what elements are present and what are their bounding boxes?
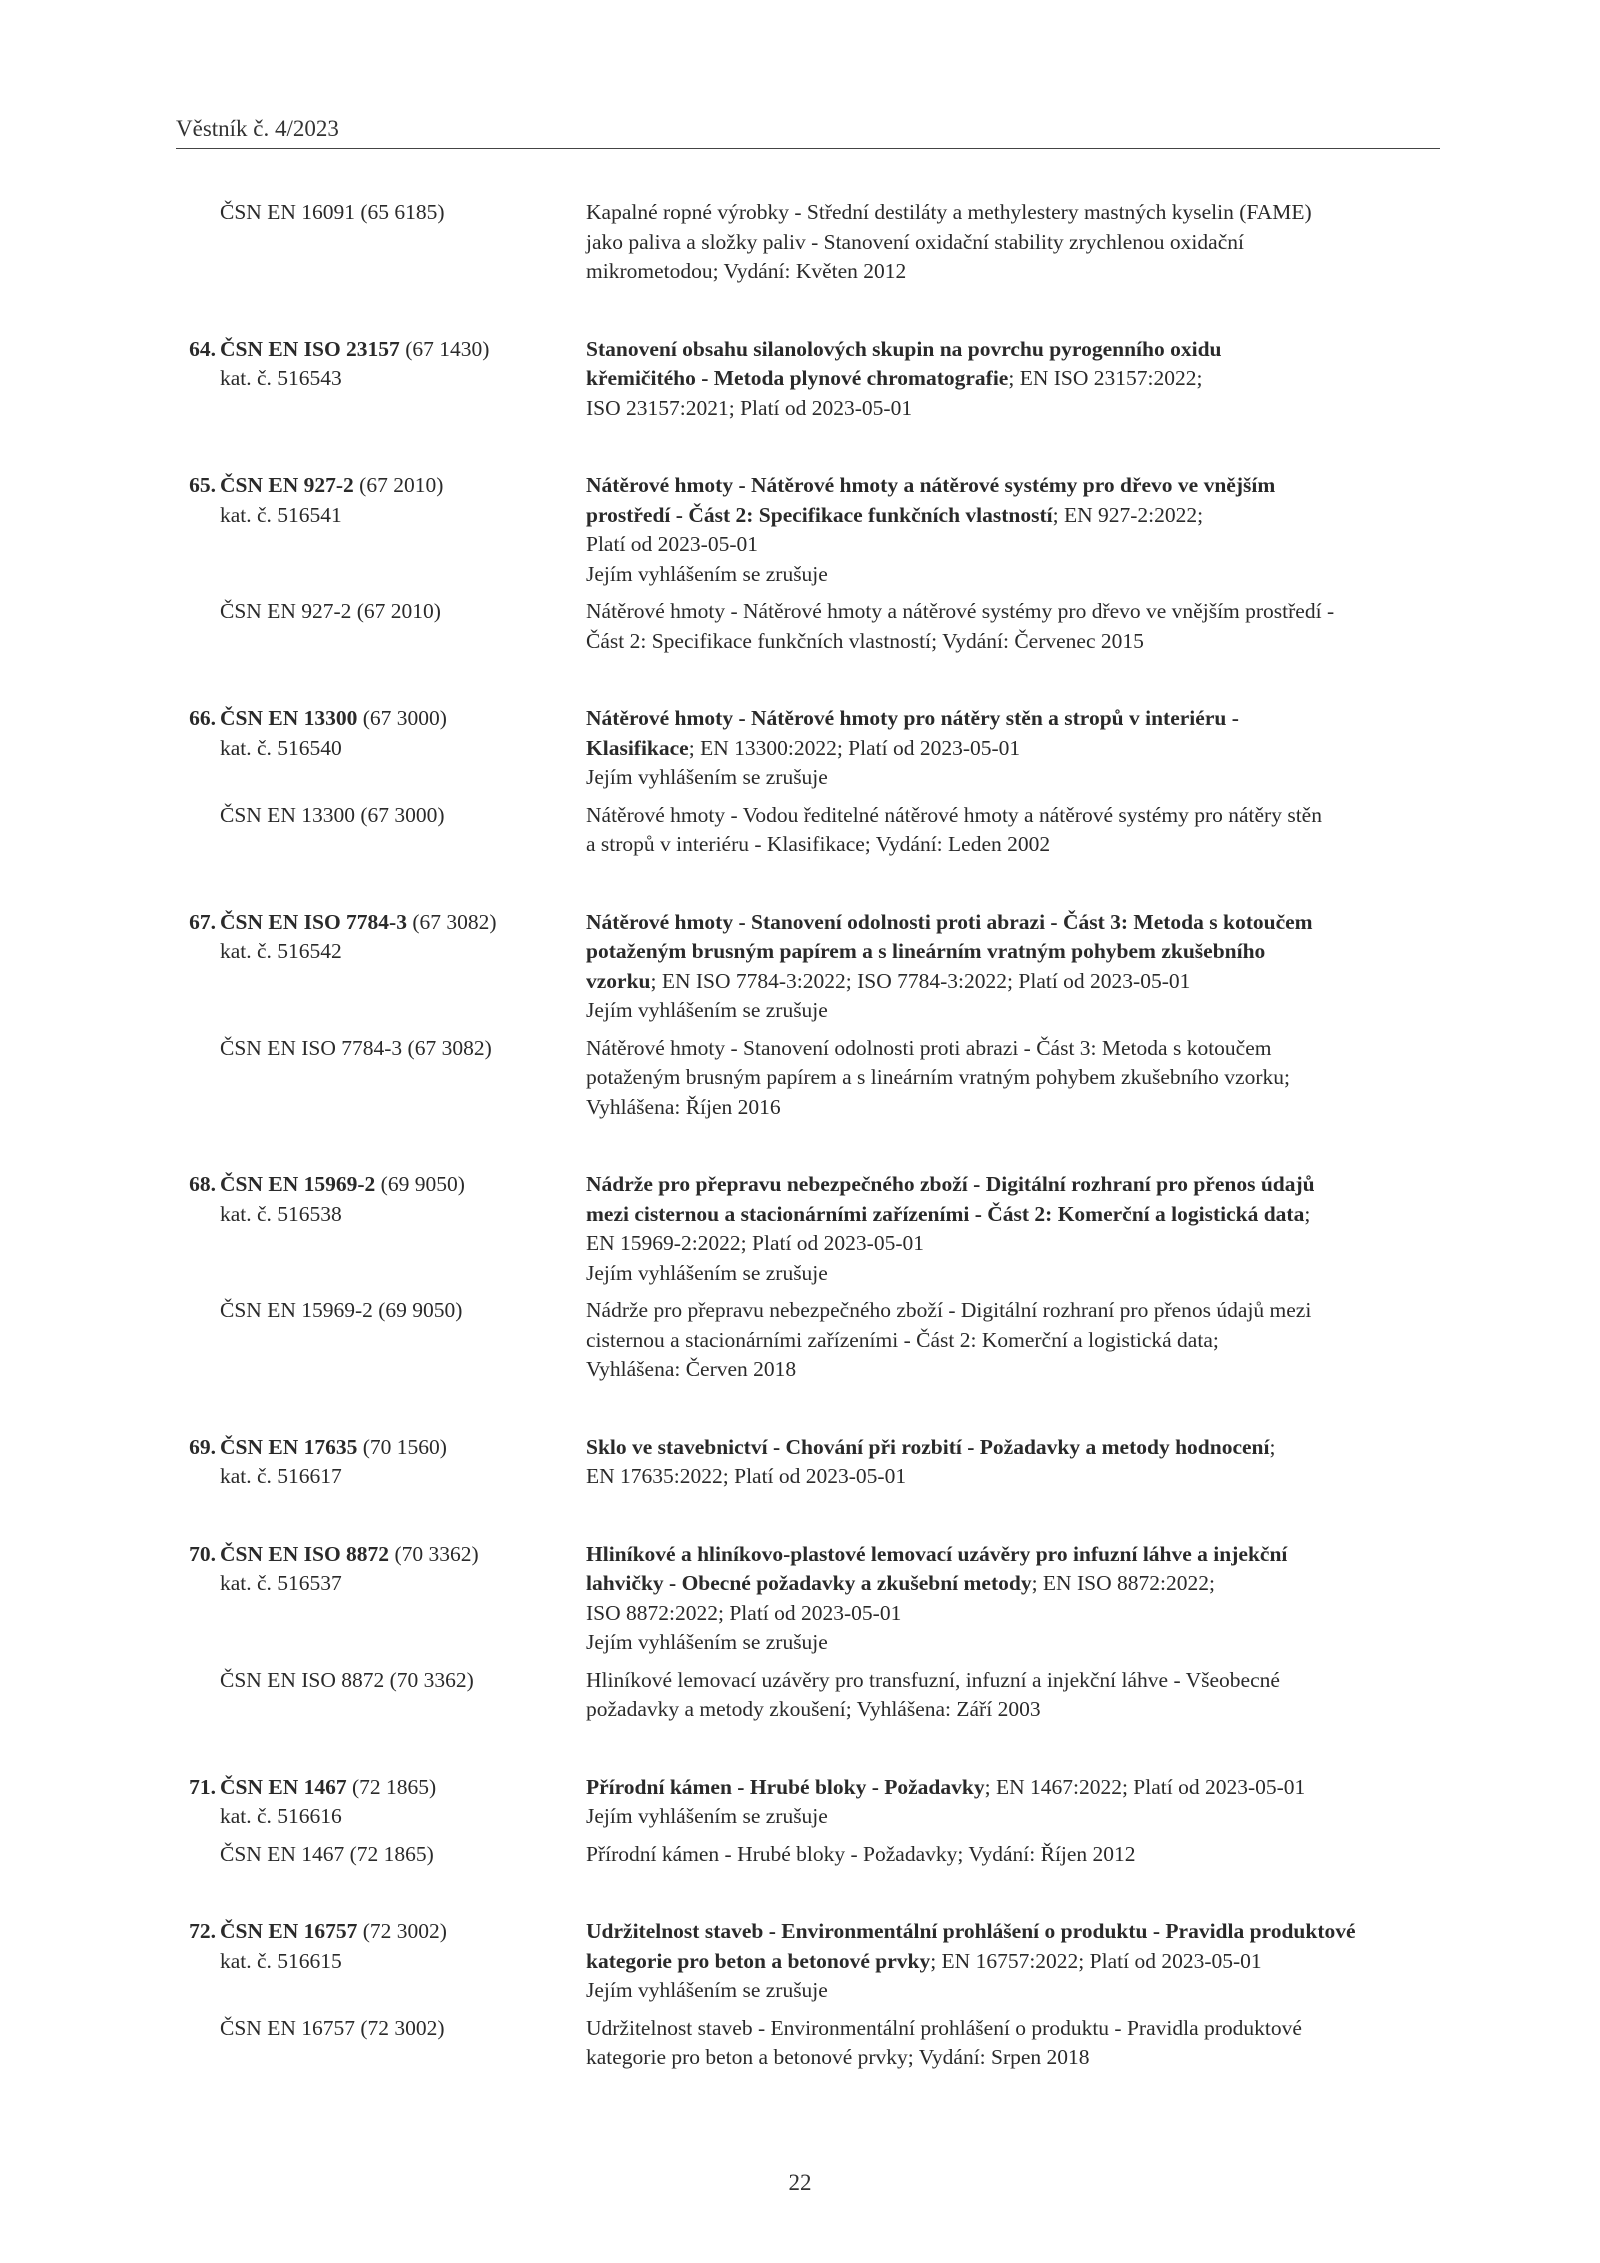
description-line: [586, 1170, 1440, 1200]
standard-code: [176, 1773, 586, 1803]
new-standard-row: [176, 1773, 1440, 1832]
standard-entry: [176, 908, 1440, 1123]
new-standard-row: [176, 1917, 1440, 2006]
cancelled-standard-row: [176, 2014, 1440, 2073]
description-line: požadavky a metody zkoušení; Vyhlášena: Září 2003: [586, 1697, 1041, 1721]
standard-description: [586, 908, 1440, 1026]
new-standard-row: [176, 471, 1440, 589]
description-line: Vyhlášena: Říjen 2016: [586, 1094, 781, 1119]
bulletin-title: Věstník č. 4/2023: [176, 116, 339, 141]
standard-code-bold: ČSN EN 927-2: [220, 473, 354, 497]
standard-code: [176, 704, 586, 734]
description-line: mikrometodou; Vydání: Květen 2012: [586, 259, 907, 283]
standard-identifier: [176, 1170, 586, 1288]
standard-title: Udržitelnost staveb - Environmentální prohlášení o produktu - Pravidla produktové: [586, 1919, 1356, 1943]
standard-code-class: (69 9050): [375, 1172, 465, 1196]
standard-details: EN 15969-2:2022; Platí od 2023-05-01: [586, 1231, 925, 1255]
standard-description: [586, 335, 1440, 424]
catalog-number: kat. č. 516615: [220, 1948, 342, 1973]
standard-title: Nátěrové hmoty - Nátěrové hmoty a nátěrové systémy pro dřevo ve vnějším: [586, 473, 1276, 497]
standard-entry: [176, 1917, 1440, 2073]
standard-details: Jejím vyhlášením se zrušuje: [586, 765, 828, 789]
new-standard-row: [176, 704, 1440, 793]
cancelled-identifier: [176, 1296, 586, 1385]
description-line: [586, 937, 1440, 967]
standard-description: [586, 471, 1440, 589]
description-line: Udržitelnost staveb - Environmentální prohlášení o produktu - Pravidla produktové: [586, 2015, 1302, 2040]
catalog-number: kat. č. 516538: [220, 1201, 342, 1226]
standard-details: ; EN 16757:2022; Platí od 2023-05-01: [930, 1948, 1262, 1973]
entry-number: 65.: [189, 473, 216, 497]
entry-number: 69.: [189, 1434, 216, 1459]
description-line: [586, 501, 1440, 531]
cancelled-description: [586, 2014, 1440, 2073]
description-line: Nátěrové hmoty - Nátěrové hmoty a nátěrové systémy pro dřevo ve vnějším prostředí -: [586, 599, 1335, 623]
catalog-number: kat. č. 516543: [220, 366, 342, 390]
cancelled-description: [586, 198, 1440, 287]
description-line: [586, 1540, 1440, 1570]
standard-code: [176, 335, 586, 365]
standard-code: [176, 1170, 586, 1200]
standard-identifier: [176, 704, 586, 793]
new-standard-row: [176, 335, 1440, 424]
description-line: [586, 734, 1440, 764]
standard-code-class: (67 3082): [406, 909, 497, 934]
catalog-number: kat. č. 516617: [220, 1464, 342, 1488]
description-line: potaženým brusným papírem a s lineárním vratným pohybem zkušebního vzorku;: [586, 1065, 1290, 1089]
entry-number: 72.: [189, 1919, 216, 1943]
standard-code-bold: ČSN EN 15969-2: [220, 1172, 376, 1196]
cancelled-code: ČSN EN 16757 (72 3002): [220, 2015, 445, 2040]
description-line: Část 2: Specifikace funkčních vlastností; Vydání: Červenec 2015: [586, 628, 1144, 653]
cancelled-description: [586, 1034, 1440, 1123]
standard-details: ; EN 13300:2022; Platí od 2023-05-01: [688, 735, 1021, 760]
standard-code: [176, 1917, 586, 1947]
entry-number: 66.: [189, 706, 216, 730]
description-line: [586, 394, 1440, 424]
new-standard-row: [176, 908, 1440, 1026]
standard-code: [176, 1540, 586, 1570]
cancelled-description: [586, 1296, 1440, 1385]
standard-details: ; EN ISO 23157:2022;: [1008, 366, 1203, 390]
description-line: [586, 1917, 1440, 1947]
standard-details: Jejím vyhlášením se zrušuje: [586, 998, 828, 1022]
cancelled-code: ČSN EN 927-2 (67 2010): [220, 599, 441, 623]
description-line: [586, 704, 1440, 734]
description-line: [586, 560, 1440, 590]
standard-code-class: (67 3000): [357, 706, 447, 730]
cancelled-code: ČSN EN 16091 (65 6185): [220, 200, 445, 224]
new-standard-row: [176, 1433, 1440, 1492]
standard-entry: [176, 1773, 1440, 1870]
standard-code: [176, 471, 586, 501]
standard-title: Nátěrové hmoty - Nátěrové hmoty pro nátěry stěn a stropů v interiéru -: [586, 706, 1239, 730]
page-header: [176, 112, 1440, 149]
standard-description: [586, 1170, 1440, 1288]
description-line: [586, 1462, 1440, 1492]
cancelled-identifier: [176, 2014, 586, 2073]
description-line: Vyhlášena: Červen 2018: [586, 1357, 797, 1381]
standard-details: Jejím vyhlášením se zrušuje: [586, 1978, 828, 2002]
standard-entry: [176, 1170, 1440, 1385]
standard-details: ISO 8872:2022; Platí od 2023-05-01: [586, 1600, 902, 1625]
standard-description: [586, 1917, 1440, 2006]
description-line: [586, 335, 1440, 365]
catalog-number: kat. č. 516540: [220, 735, 342, 760]
description-line: Hliníkové lemovací uzávěry pro transfuzní, infuzní a injekční láhve - Všeobecné: [586, 1667, 1280, 1692]
description-line: [586, 967, 1440, 997]
standard-title: potaženým brusným papírem a s lineárním vratným pohybem zkušebního: [586, 939, 1266, 963]
standard-details: ;: [1269, 1434, 1276, 1459]
cancelled-standard-row: [176, 1840, 1440, 1870]
standard-description: [586, 1433, 1440, 1492]
cancelled-standard-row: [176, 1296, 1440, 1385]
standard-details: Jejím vyhlášením se zrušuje: [586, 1804, 828, 1828]
description-line: [586, 1628, 1440, 1658]
standard-title: Nádrže pro přepravu nebezpečného zboží - Digitální rozhraní pro přenos údajů: [586, 1172, 1315, 1196]
entry-number: 71.: [189, 1774, 216, 1799]
standard-details: ; EN ISO 7784-3:2022; ISO 7784-3:2022; Platí od 2023-05-01: [650, 968, 1191, 993]
cancelled-identifier: [176, 801, 586, 860]
description-line: cisternou a stacionárními zařízeními - Část 2: Komerční a logistická data;: [586, 1327, 1219, 1352]
standard-details: Jejím vyhlášením se zrušuje: [586, 1630, 828, 1654]
entry-number: 64.: [189, 336, 216, 361]
cancelled-standard-row: [176, 801, 1440, 860]
standard-title: Sklo ve stavebnictví - Chování při rozbití - Požadavky a metody hodnocení: [586, 1434, 1270, 1459]
description-line: [586, 996, 1440, 1026]
standard-details: Jejím vyhlášením se zrušuje: [586, 1260, 828, 1285]
description-line: [586, 908, 1440, 938]
description-line: Přírodní kámen - Hrubé bloky - Požadavky; Vydání: Říjen 2012: [586, 1841, 1136, 1866]
description-line: [586, 364, 1440, 394]
standard-title: Nátěrové hmoty - Stanovení odolnosti proti abrazi - Část 3: Metoda s kotoučem: [586, 909, 1313, 934]
standard-description: [586, 1773, 1440, 1832]
cancelled-code: ČSN EN 13300 (67 3000): [220, 802, 445, 827]
standards-list: [176, 198, 1440, 2121]
description-line: [586, 1569, 1440, 1599]
cancelled-identifier: [176, 198, 586, 287]
standard-details: ; EN ISO 8872:2022;: [1031, 1571, 1215, 1595]
cancelled-identifier: [176, 1034, 586, 1123]
standard-entry: [176, 335, 1440, 424]
cancelled-description: [586, 1666, 1440, 1725]
description-line: [586, 1259, 1440, 1289]
standard-code-class: (70 3362): [389, 1541, 479, 1566]
entry-number: 68.: [189, 1172, 216, 1196]
cancelled-standard-row: [176, 1666, 1440, 1725]
standard-title: lahvičky - Obecné požadavky a zkušební metody: [586, 1571, 1032, 1595]
cancelled-code: ČSN EN ISO 7784-3 (67 3082): [220, 1035, 492, 1060]
standard-code: [176, 908, 586, 938]
cancelled-identifier: [176, 1666, 586, 1725]
description-line: [586, 1802, 1440, 1832]
standard-code-bold: ČSN EN ISO 7784-3: [220, 909, 407, 934]
catalog-number: kat. č. 516537: [220, 1571, 342, 1595]
description-line: [586, 1599, 1440, 1629]
standard-identifier: [176, 335, 586, 424]
standard-details: Jejím vyhlášením se zrušuje: [586, 561, 828, 586]
entry-number: 70.: [189, 1541, 216, 1566]
cancelled-code: ČSN EN ISO 8872 (70 3362): [220, 1667, 474, 1692]
cancelled-identifier: [176, 597, 586, 656]
standard-code-class: (72 1865): [346, 1774, 437, 1799]
standard-title: vzorku: [586, 968, 651, 993]
standard-code-bold: ČSN EN 16757: [220, 1919, 358, 1943]
standard-title: Klasifikace: [586, 735, 689, 760]
entry-number: 67.: [189, 909, 216, 934]
standard-code-class: (67 2010): [353, 473, 444, 497]
standard-title: Stanovení obsahu silanolových skupin na povrchu pyrogenního oxidu: [586, 336, 1222, 361]
page-footer: [0, 2168, 1600, 2198]
cancelled-standard-row: [176, 1034, 1440, 1123]
standard-title: křemičitého - Metoda plynové chromatografie: [586, 366, 1009, 390]
catalog-number: kat. č. 516541: [220, 502, 342, 527]
standard-code-bold: ČSN EN 1467: [220, 1774, 347, 1799]
standard-description: [586, 704, 1440, 793]
description-line: Nátěrové hmoty - Stanovení odolnosti proti abrazi - Část 3: Metoda s kotoučem: [586, 1035, 1272, 1060]
standard-title: Hliníkové a hliníkovo-plastové lemovací uzávěry pro infuzní láhve a injekční: [586, 1541, 1288, 1566]
description-line: kategorie pro beton a betonové prvky; Vydání: Srpen 2018: [586, 2045, 1090, 2069]
standard-code-bold: ČSN EN 13300: [220, 706, 358, 730]
standard-title: Přírodní kámen - Hrubé bloky - Požadavky: [586, 1774, 985, 1799]
standard-identifier: [176, 471, 586, 589]
standard-details: Platí od 2023-05-01: [586, 532, 758, 556]
description-line: [586, 530, 1440, 560]
standard-details: ; EN 927-2:2022;: [1052, 502, 1204, 527]
cancelled-code: ČSN EN 15969-2 (69 9050): [220, 1298, 463, 1322]
standard-code-bold: ČSN EN ISO 23157: [220, 336, 400, 361]
standard-code-class: (67 1430): [399, 336, 490, 361]
standard-identifier: [176, 1540, 586, 1658]
description-line: Nádrže pro přepravu nebezpečného zboží - Digitální rozhraní pro přenos údajů mezi: [586, 1298, 1312, 1322]
standard-details: EN 17635:2022; Platí od 2023-05-01: [586, 1464, 907, 1488]
standard-identifier: [176, 1917, 586, 2006]
cancelled-standard-row: [176, 597, 1440, 656]
standard-code-bold: ČSN EN 17635: [220, 1434, 358, 1459]
description-line: [586, 1229, 1440, 1259]
standard-entry: [176, 1433, 1440, 1492]
standard-entry: [176, 198, 1440, 287]
cancelled-description: [586, 801, 1440, 860]
cancelled-identifier: [176, 1840, 586, 1870]
standard-code: [176, 1433, 586, 1463]
cancelled-description: [586, 1840, 1440, 1870]
description-line: [586, 1773, 1440, 1803]
description-line: Nátěrové hmoty - Vodou ředitelné nátěrové hmoty a nátěrové systémy pro nátěry stěn: [586, 802, 1322, 827]
description-line: [586, 471, 1440, 501]
description-line: Kapalné ropné výrobky - Střední destiláty a methylestery mastných kyselin (FAME): [586, 200, 1312, 224]
standard-title: prostředí - Část 2: Specifikace funkčních vlastností: [586, 502, 1053, 527]
new-standard-row: [176, 1170, 1440, 1288]
standard-code-bold: ČSN EN ISO 8872: [220, 1541, 390, 1566]
standard-identifier: [176, 908, 586, 1026]
standard-title: kategorie pro beton a betonové prvky: [586, 1948, 931, 1973]
description-line: [586, 1200, 1440, 1230]
standard-code-class: (70 1560): [357, 1434, 447, 1459]
standard-code-class: (72 3002): [357, 1919, 447, 1943]
new-standard-row: [176, 1540, 1440, 1658]
standard-entry: [176, 1540, 1440, 1725]
standard-identifier: [176, 1433, 586, 1492]
description-line: [586, 1433, 1440, 1463]
description-line: [586, 763, 1440, 793]
standard-description: [586, 1540, 1440, 1658]
catalog-number: kat. č. 516542: [220, 939, 342, 963]
standard-details: ;: [1304, 1201, 1311, 1226]
standard-details: ; EN 1467:2022; Platí od 2023-05-01: [984, 1774, 1306, 1799]
standard-identifier: [176, 1773, 586, 1832]
cancelled-code: ČSN EN 1467 (72 1865): [220, 1841, 434, 1866]
cancelled-standard-row: [176, 198, 1440, 287]
standard-title: mezi cisternou a stacionárními zařízeními - Část 2: Komerční a logistická data: [586, 1201, 1305, 1226]
standard-entry: [176, 704, 1440, 860]
cancelled-description: [586, 597, 1440, 656]
standard-details: ISO 23157:2021; Platí od 2023-05-01: [586, 395, 913, 420]
catalog-number: kat. č. 516616: [220, 1804, 342, 1828]
page-number: 22: [788, 2170, 812, 2195]
description-line: jako paliva a složky paliv - Stanovení oxidační stability zrychlenou oxidační: [586, 229, 1244, 254]
description-line: [586, 1947, 1440, 1977]
description-line: [586, 1976, 1440, 2006]
standard-entry: [176, 471, 1440, 656]
description-line: a stropů v interiéru - Klasifikace; Vydání: Leden 2002: [586, 832, 1051, 856]
